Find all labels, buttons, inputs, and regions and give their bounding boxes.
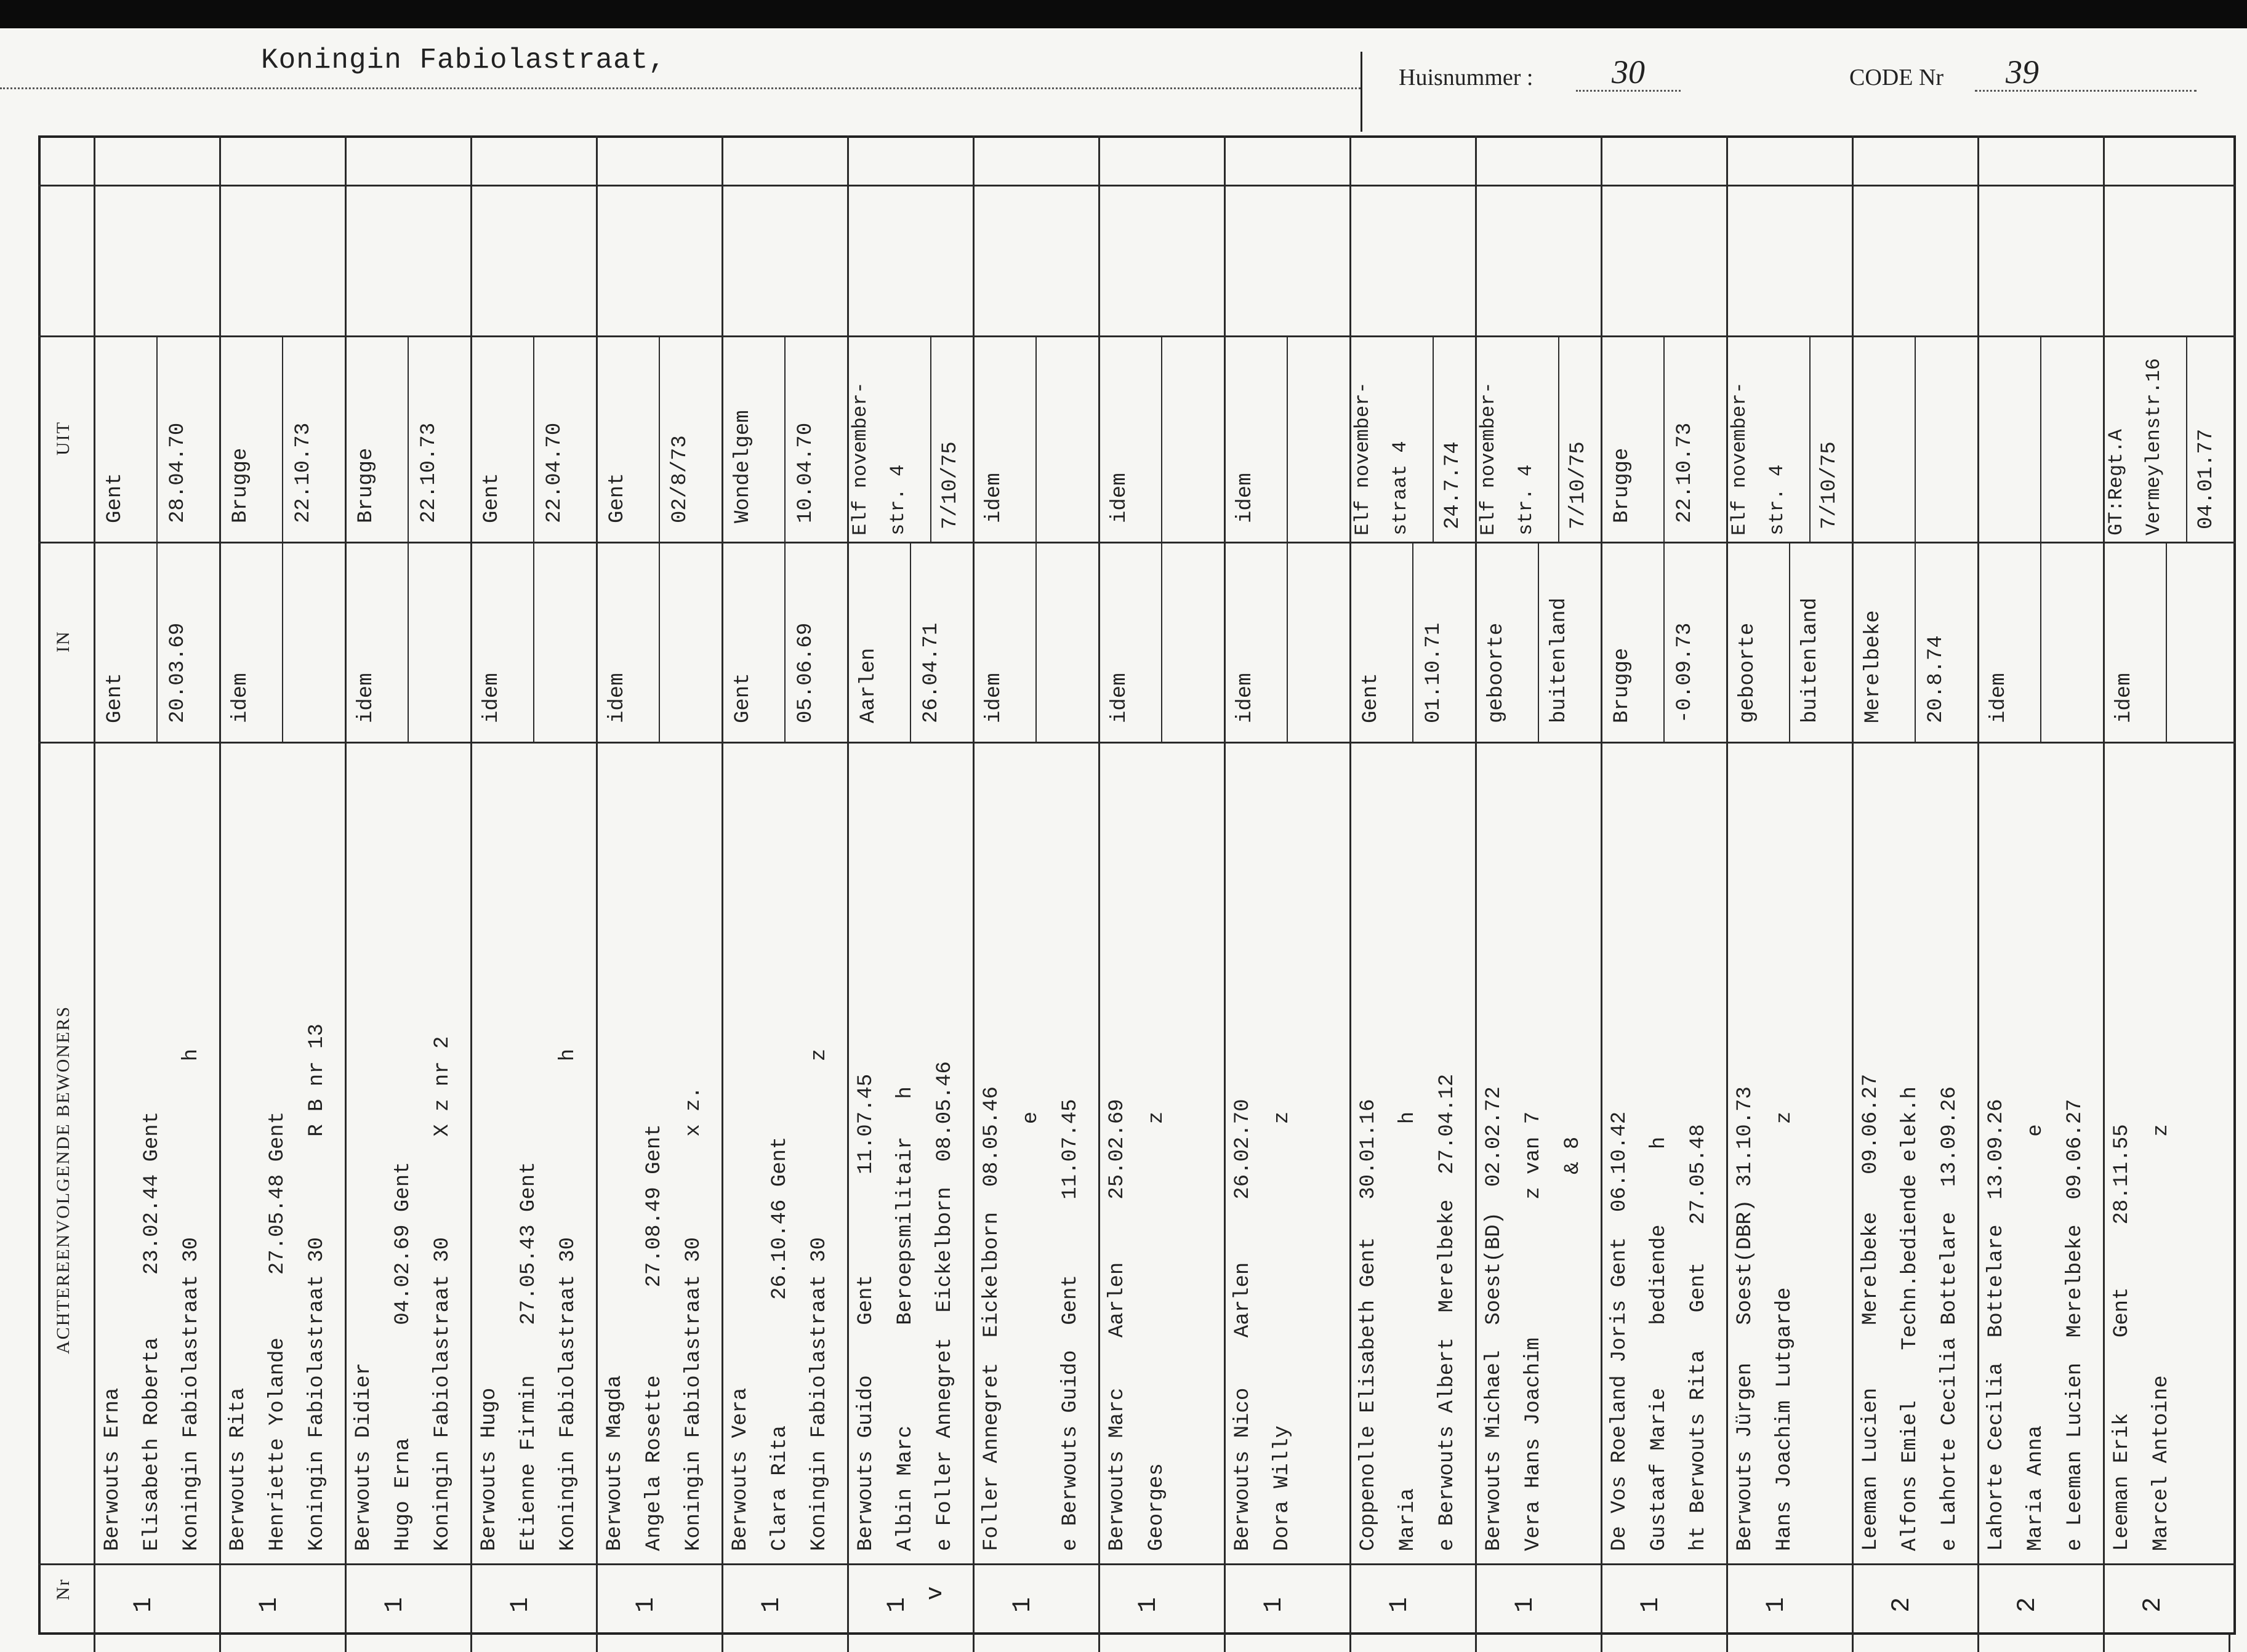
in-date: 20.03.69 (166, 622, 190, 723)
header-divider (1361, 52, 1362, 132)
column-header-nr: Nr (53, 1578, 73, 1600)
row-divider (470, 135, 472, 1635)
uit-place: Brugge (355, 447, 378, 523)
bottom-tick (219, 1635, 221, 1652)
in-subdivider (1287, 542, 1288, 742)
resident-line: Etienne Firmin 27.05.43 Gent (517, 1161, 541, 1551)
resident-line: Angela Rosette 27.08.49 Gent (642, 1124, 666, 1551)
huisnummer-dotted-line (1576, 90, 1681, 92)
in-subdivider (282, 542, 283, 742)
uit-subdivider (784, 335, 786, 542)
in-subdivider (784, 542, 786, 742)
uit-place-line2: str. 4 (886, 464, 910, 535)
row-divider (722, 135, 723, 1635)
row-divider (847, 135, 849, 1635)
in-date: 05.06.69 (794, 622, 818, 723)
uit-subdivider (1663, 335, 1665, 542)
row-number: 1 (129, 1597, 159, 1613)
uit-place: Brugge (229, 447, 252, 523)
resident-line: Berwouts Erna (101, 1387, 124, 1551)
in-subdivider (156, 542, 158, 742)
resident-line: Maria h (1396, 1111, 1420, 1551)
uit-date: 02/8/73 (669, 435, 692, 523)
huisnummer-value: 30 (1612, 54, 1645, 90)
in-place: geboorte (1736, 622, 1759, 723)
in-subdivider (1035, 542, 1037, 742)
bottom-tick (596, 1635, 598, 1652)
row-divider (1977, 135, 1979, 1635)
resident-line: Alfons Emiel Techn.bediende elek.h (1898, 1086, 1922, 1551)
uit-subdivider (1809, 335, 1811, 542)
uit-place: GT:Regt.A (2105, 429, 2128, 535)
column-header-bewoners: ACHTEREENVOLGENDE BEWONERS (53, 1005, 73, 1354)
row-divider (1224, 135, 1226, 1635)
uit-place: Elf november- (1728, 382, 1751, 535)
resident-line: Georges z (1144, 1111, 1168, 1551)
bottom-tick (2229, 1635, 2230, 1652)
resident-line: Marcel Antoine z (2149, 1124, 2173, 1551)
row-number: 1 (1510, 1597, 1540, 1613)
in-subdivider (1789, 542, 1790, 742)
in-place: Gent (1359, 673, 1383, 723)
row-divider (219, 135, 221, 1635)
uit-place: Gent (606, 473, 629, 523)
resident-line: e Lahorte Cecilia Bottelare 13.09.26 (1937, 1086, 1961, 1551)
bottom-tick (1475, 1635, 1477, 1652)
in-subdivider (2166, 542, 2167, 742)
scan-top-edge (0, 0, 2247, 28)
in-place: idem (2113, 673, 2136, 723)
row-number: 1 (1385, 1597, 1415, 1613)
uit-subdivider (282, 335, 283, 542)
resident-line: e Berwouts Guido Gent 11.07.45 (1058, 1099, 1082, 1551)
row-divider (2103, 135, 2105, 1635)
resident-line: Foller Annegret Eickelborn 08.05.46 (980, 1086, 1003, 1551)
bottom-tick (470, 1635, 472, 1652)
column-divider (38, 742, 2236, 744)
uit-place: Wondelgem (731, 410, 755, 523)
in-date: -0.09.73 (1673, 622, 1697, 723)
uit-subdivider (1915, 335, 1916, 542)
resident-line: e Foller Annegret Eickelborn 08.05.46 (933, 1061, 957, 1551)
resident-line: Berwouts Magda (603, 1375, 627, 1551)
uit-date: 7/10/75 (1566, 441, 1590, 529)
row-divider (1726, 135, 1728, 1635)
resident-line: Berwouts Rita (227, 1387, 250, 1551)
row-number: 1 (1008, 1597, 1038, 1613)
resident-line: & 8 (1561, 1136, 1585, 1551)
uit-place: Gent (103, 473, 127, 523)
uit-place: idem (983, 473, 1006, 523)
bottom-tick (2103, 1635, 2105, 1652)
row-number: 1 (254, 1597, 284, 1613)
uit-date: 24.7.74 (1441, 441, 1465, 529)
uit-place: idem (1234, 473, 1257, 523)
uit-subdivider (930, 335, 931, 542)
row-number: 1 (380, 1597, 410, 1613)
resident-line: e Leeman Lucien Merelbeke 09.06.27 (2063, 1099, 2087, 1551)
resident-line: Elisabeth Roberta 23.02.44 Gent (140, 1111, 164, 1551)
in-subdivider (1663, 542, 1665, 742)
resident-line: De Vos Roeland Joris Gent 06.10.42 (1608, 1111, 1631, 1551)
resident-line: ht Berwouts Rita Gent 27.05.48 (1686, 1124, 1710, 1551)
uit-date: 04.01.77 (2194, 428, 2218, 529)
code-dotted-line (1975, 90, 2197, 92)
bottom-tick (94, 1635, 95, 1652)
uit-place: idem (1108, 473, 1132, 523)
in-place: idem (480, 673, 504, 723)
in-date: buitenland (1799, 597, 1822, 723)
resident-line: e Berwouts Albert Merelbeke 27.04.12 (1435, 1073, 1459, 1551)
in-subdivider (659, 542, 660, 742)
bottom-tick (1224, 1635, 1226, 1652)
row-number: 1 (882, 1597, 912, 1613)
in-place: idem (355, 673, 378, 723)
bottom-tick (973, 1635, 975, 1652)
street-name: Koningin Fabiolastraat, (261, 44, 666, 76)
huisnummer-label: Huisnummer : (1399, 65, 1534, 90)
resident-line: Coppenolle Elisabeth Gent 30.01.16 (1357, 1099, 1380, 1551)
column-divider (38, 1563, 2236, 1565)
bottom-tick (1098, 1635, 1100, 1652)
uit-subdivider (533, 335, 534, 542)
row-divider (973, 135, 975, 1635)
in-place: Merelbeke (1862, 610, 1885, 723)
in-subdivider (533, 542, 534, 742)
uit-subdivider (1287, 335, 1288, 542)
resident-line: Gustaaf Marie bediende h (1647, 1136, 1671, 1551)
resident-line: Berwouts Vera (729, 1387, 752, 1551)
in-date: 26.04.71 (920, 622, 943, 723)
row-number: 1 (1636, 1597, 1666, 1613)
uit-place-line2: str. 4 (1514, 464, 1538, 535)
row-mark: v (922, 1586, 949, 1600)
row-number: 2 (1887, 1597, 1917, 1613)
bottom-tick (722, 1635, 723, 1652)
uit-subdivider (156, 335, 158, 542)
uit-subdivider (1558, 335, 1559, 542)
row-divider (596, 135, 598, 1635)
resident-line: Berwouts Nico Aarlen 26.02.70 (1231, 1099, 1255, 1551)
in-place: geboorte (1485, 622, 1508, 723)
in-place: idem (983, 673, 1006, 723)
resident-line: Leeman Erik Gent 28.11.55 (2110, 1124, 2134, 1551)
resident-line: Dora Willy z (1270, 1111, 1294, 1551)
row-number: 1 (505, 1597, 536, 1613)
row-number: 1 (631, 1597, 661, 1613)
in-place: idem (1108, 673, 1132, 723)
in-place: Brugge (1610, 648, 1634, 723)
resident-line: Koningin Fabiolastraat 30 R B nr 13 (305, 1024, 329, 1551)
bottom-tick (1726, 1635, 1728, 1652)
bottom-tick (847, 1635, 849, 1652)
row-divider (345, 135, 347, 1635)
column-header-uit: UIT (53, 421, 73, 455)
in-place: idem (1987, 673, 2011, 723)
in-place: Gent (731, 673, 755, 723)
in-subdivider (1161, 542, 1162, 742)
resident-line: Berwouts Jürgen Soest(DBR) 31.10.73 (1734, 1086, 1757, 1551)
in-place: Aarlen (857, 648, 880, 723)
resident-line: Koningin Fabiolastraat 30 x z. (681, 1086, 705, 1551)
uit-place: Elf november- (849, 382, 872, 535)
resident-line: Vera Hans Joachim z van 7 (1521, 1111, 1545, 1551)
uit-date: 22.04.70 (543, 422, 566, 523)
uit-subdivider (1433, 335, 1434, 542)
resident-line: Henriette Yolande 27.05.48 Gent (265, 1111, 289, 1551)
uit-place-line2: straat 4 (1389, 441, 1412, 535)
resident-line: e (1019, 1111, 1043, 1551)
bottom-tick (1601, 1635, 1602, 1652)
resident-line: Berwouts Hugo (478, 1387, 501, 1551)
uit-place: Elf november- (1477, 382, 1500, 535)
column-divider (38, 335, 2236, 337)
header-column-divider (94, 135, 95, 1635)
uit-date: 7/10/75 (1817, 441, 1841, 529)
resident-line: Koningin Fabiolastraat 30 z (807, 1048, 831, 1551)
resident-line: Hans Joachim Lutgarde z (1772, 1111, 1796, 1551)
code-label: CODE Nr (1849, 65, 1944, 90)
row-number: 1 (1133, 1597, 1164, 1613)
column-divider (38, 542, 2236, 543)
uit-date: 22.10.73 (1673, 422, 1697, 523)
uit-subdivider (2186, 335, 2187, 542)
street-dotted-line (0, 87, 1361, 89)
uit-subdivider (2040, 335, 2041, 542)
resident-line: Koningin Fabiolastraat 30 h (179, 1048, 203, 1551)
resident-line: Koningin Fabiolastraat 30 X z nr 2 (430, 1036, 454, 1551)
uit-date: 22.10.73 (417, 422, 441, 523)
resident-line: Berwouts Michael Soest(BD) 02.02.72 (1482, 1086, 1506, 1551)
in-subdivider (2040, 542, 2041, 742)
in-subdivider (910, 542, 911, 742)
in-date: 20.8.74 (1924, 635, 1948, 723)
column-header-in: IN (53, 630, 73, 652)
in-place: idem (606, 673, 629, 723)
uit-place: Brugge (1610, 447, 1634, 523)
row-divider (1349, 135, 1351, 1635)
resident-line: Koningin Fabiolastraat 30 h (556, 1048, 580, 1551)
column-divider (38, 185, 2236, 186)
bottom-tick (345, 1635, 347, 1652)
resident-line: Berwouts Marc Aarlen 25.02.69 (1106, 1099, 1129, 1551)
resident-line: Maria Anna e (2024, 1124, 2048, 1551)
row-number: 1 (1259, 1597, 1289, 1613)
resident-line: Hugo Erna 04.02.69 Gent (391, 1161, 415, 1551)
uit-subdivider (1035, 335, 1037, 542)
in-place: idem (229, 673, 252, 723)
uit-date: 7/10/75 (938, 441, 962, 529)
resident-line: Clara Rita 26.10.46 Gent (768, 1136, 792, 1551)
row-number: 2 (2138, 1597, 2168, 1613)
in-date: buitenland (1548, 597, 1571, 723)
row-divider (1098, 135, 1100, 1635)
resident-line: Lahorte Cecilia Bottelare 13.09.26 (1985, 1099, 2008, 1551)
in-subdivider (1538, 542, 1539, 742)
row-number: 1 (1761, 1597, 1791, 1613)
uit-date: 28.04.70 (166, 422, 190, 523)
bottom-tick (1852, 1635, 1854, 1652)
uit-subdivider (659, 335, 660, 542)
in-place: Gent (103, 673, 127, 723)
row-divider (1475, 135, 1477, 1635)
uit-place-line2: str. 4 (1766, 464, 1789, 535)
uit-subdivider (1161, 335, 1162, 542)
uit-date: 22.10.73 (292, 422, 315, 523)
in-subdivider (1915, 542, 1916, 742)
row-divider (1601, 135, 1602, 1635)
in-place: idem (1234, 673, 1257, 723)
in-subdivider (1412, 542, 1413, 742)
resident-line: Leeman Lucien Merelbeke 09.06.27 (1859, 1073, 1883, 1551)
bottom-tick (1349, 1635, 1351, 1652)
resident-line: Berwouts Didier (352, 1362, 376, 1551)
resident-line: Albin Marc Beroepsmilitair h (893, 1086, 917, 1551)
row-number: 1 (757, 1597, 787, 1613)
resident-line: Berwouts Guido Gent 11.07.45 (854, 1073, 878, 1551)
in-date: 01.10.71 (1422, 622, 1445, 723)
in-subdivider (408, 542, 409, 742)
code-value: 39 (2006, 54, 2039, 90)
bottom-tick (1977, 1635, 1979, 1652)
uit-place: Elf november- (1351, 382, 1374, 535)
uit-place: Gent (480, 473, 504, 523)
row-divider (1852, 135, 1854, 1635)
row-number: 2 (2012, 1597, 2043, 1613)
uit-date: 10.04.70 (794, 422, 818, 523)
uit-place-line2: Vermeylenstr.16 (2142, 358, 2166, 535)
uit-subdivider (408, 335, 409, 542)
